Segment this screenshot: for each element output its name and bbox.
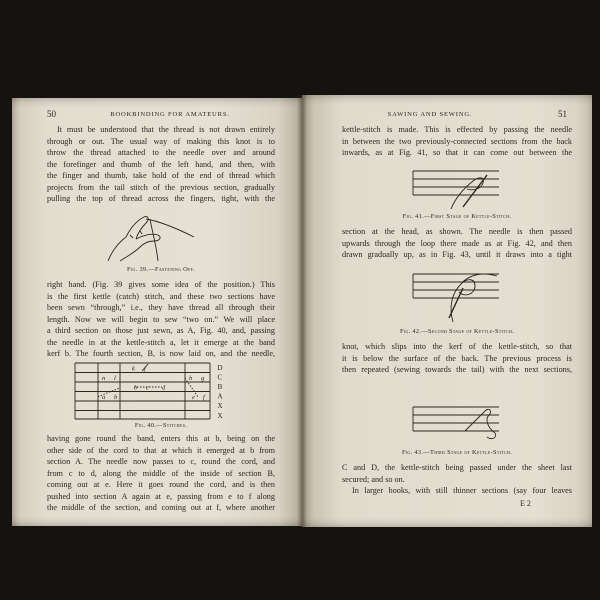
stitch-label: c	[146, 384, 149, 392]
figure-41-kettle-stitch-illustration	[407, 161, 503, 211]
page-number: 50	[47, 109, 56, 119]
stitch-label: l	[114, 375, 116, 382]
stitch-label: d	[162, 384, 166, 392]
text-line: other side of the cord to that at which it emerged at b from	[47, 445, 275, 455]
text-line: kerf b. The fourth section, B, is now laid on, and the needle,	[47, 349, 275, 358]
stitch-label: a	[102, 394, 106, 401]
text-line: is the first kettle (catch) stitch, and these two sections have	[47, 291, 275, 301]
thread-loop	[451, 280, 475, 322]
text-line: pushed into section A again at e, passing from e to f along	[47, 491, 275, 501]
stitch-label: e	[192, 394, 195, 401]
text-line: it is below the surface of the back. The previous process is	[342, 353, 572, 363]
text-line: section A. The needle now passes to c, round the cord, and	[47, 457, 275, 466]
paragraph	[342, 226, 572, 261]
thread-knot	[465, 409, 496, 438]
section-lines	[75, 363, 210, 419]
section-label: X	[217, 402, 223, 410]
stitch-label: f	[203, 394, 205, 401]
text-line: length. Now we will begin to sew “two on.” We will place	[47, 314, 275, 324]
hand-outline	[120, 247, 140, 261]
section-lines	[413, 171, 499, 195]
figure-43-kettle-stitch-illustration	[407, 397, 503, 447]
section-lines	[413, 274, 499, 298]
figure-caption: Fig. 42.—Second Stage of Kettle-Stitch.	[399, 328, 515, 335]
text-line: In larger books, with still thinner sections (say four leaves	[352, 486, 572, 495]
stitch-label: b	[114, 394, 118, 401]
stitch-label: n	[102, 375, 106, 382]
text-line: It must be understood that the thread is not drawn entirely	[57, 125, 275, 134]
stitch-label: j	[144, 365, 146, 373]
text-line: the forefinger and thumb of the left hand, and then, with	[47, 159, 275, 169]
text-line: upwards through the loop there made as at Fig. 42, and then	[342, 238, 572, 248]
book-gutter	[297, 95, 307, 527]
text-line: right hand. (Fig. 39 gives some idea of the position.) This	[47, 280, 275, 289]
stitch-label: g	[201, 375, 205, 382]
page-number: 51	[558, 109, 567, 119]
figure-40-stitches-diagram	[72, 361, 232, 421]
text-line: the needle in at the kettle-stitch a, let it emerge at the band	[47, 337, 275, 347]
text-line: kettle-stitch is made. This is effected by passing the needle	[342, 125, 572, 134]
thumb-outline	[136, 234, 160, 247]
text-line: been sewn “through,” i.e., they have thread all through their	[47, 303, 275, 312]
stitch-label: h	[189, 375, 193, 382]
paragraph	[342, 124, 572, 159]
paragraph	[47, 124, 275, 205]
text-line: C and D, the kettle-stitch being passed under the sheet last	[342, 463, 572, 472]
figure-39-fastening-off-illustration	[100, 207, 200, 262]
paragraph	[47, 433, 275, 514]
thread-line	[461, 274, 497, 284]
paragraph	[47, 279, 275, 360]
figure-caption: Fig. 41.—First Stage of Kettle-Stitch.	[402, 213, 512, 220]
text-line: drawn gradually up, as in Fig. 43, until it draws into a tight	[342, 250, 572, 259]
text-line: secured; and so on.	[342, 474, 405, 484]
thread-line	[451, 178, 483, 209]
text-line: the middle of the section, and coming out at f, where another	[47, 503, 275, 512]
text-line: inwards, as at Fig. 41, so that it can come out between the	[342, 148, 572, 157]
text-line: having gone round the band, enters this at b, being on the	[47, 434, 275, 443]
text-line: knot, which slips into the kerf of the kettle-stitch, so that	[342, 342, 572, 351]
signature-mark: E 2	[520, 499, 531, 508]
text-line: pulling the top of thread across the fingers, tight, with the	[47, 194, 275, 203]
text-line: the finger and thumb, take hold of the end of thread which	[47, 171, 275, 180]
text-line: throw the thread attached to the needle over and around	[47, 148, 275, 157]
section-label: C	[217, 373, 223, 382]
text-line: coming out at e. Here it goes round the cord, and is then	[47, 480, 275, 489]
stitch-label: k	[132, 365, 135, 373]
hand-outline	[108, 237, 126, 261]
text-line: from c to d, along the middle of the inside of section B,	[47, 468, 275, 478]
paragraph	[342, 462, 572, 497]
figure-42-kettle-stitch-illustration	[407, 262, 503, 324]
text-line: a third section on those just sewn, as A, Fig. 40, and, passing	[47, 326, 275, 335]
paragraph	[342, 341, 572, 376]
right-page	[302, 95, 592, 527]
section-label: D	[217, 364, 223, 372]
text-line: projects from the tail stitch of the previous section, gradually	[47, 182, 275, 192]
text-line: through or out. The usual way of making this knot is to	[47, 136, 275, 146]
figure-caption: Fig. 39.—Fastening Off.	[126, 266, 196, 273]
text-line: in between the two previously-connected sections from the back	[342, 136, 572, 146]
thread-line	[150, 219, 158, 261]
figure-caption: Fig. 43.—Third Stage of Kettle-Stitch.	[401, 449, 513, 456]
section-label: B	[217, 383, 223, 391]
section-label: X	[217, 412, 223, 420]
text-line: then repeated (sewing towards the tail) with the next sections,	[342, 365, 572, 374]
running-head: BOOKBINDING FOR AMATEURS.	[110, 111, 230, 118]
figure-caption: Fig. 40.—Stitches.	[134, 422, 188, 429]
running-head: SAWING AND SEWING.	[387, 111, 473, 118]
stitch-label: b	[134, 384, 138, 392]
left-page	[12, 98, 302, 526]
text-line: section at the head, as shown. The needle is then passed	[342, 227, 572, 236]
section-label: A	[217, 392, 223, 401]
